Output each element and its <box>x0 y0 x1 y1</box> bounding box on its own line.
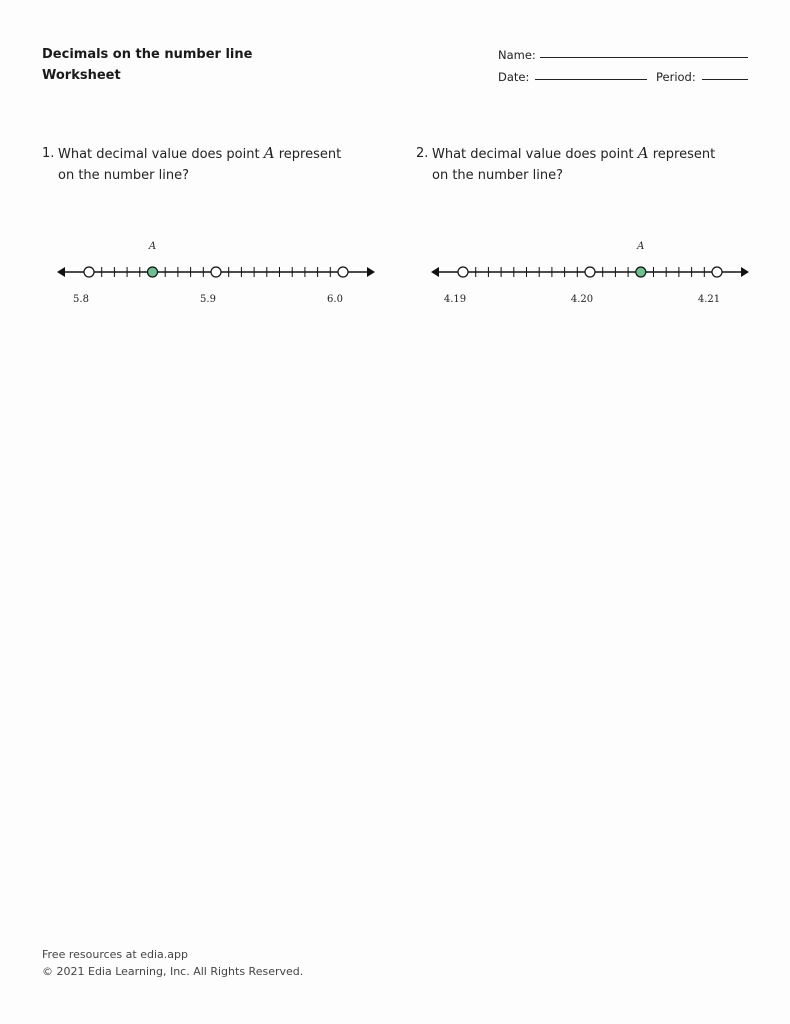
right-arrow-icon <box>741 267 749 277</box>
footer-resources: Free resources at edia.app <box>42 948 188 961</box>
point-variable: A <box>637 144 649 162</box>
question-number: 2. <box>416 146 429 161</box>
worksheet-title-line2: Worksheet <box>42 68 121 83</box>
point-a-label: A <box>637 241 645 252</box>
tick-label: 4.20 <box>570 294 594 305</box>
question-text-after: represent on the number line? <box>432 147 716 183</box>
tick-label: 5.8 <box>73 294 89 305</box>
point-a-marker <box>636 267 646 277</box>
tick-label: 5.9 <box>200 294 216 305</box>
question-text-before: What decimal value does point <box>432 147 634 162</box>
number-line-2 <box>0 0 790 320</box>
major-tick-circle <box>585 267 595 277</box>
tick-label: 4.19 <box>443 294 467 305</box>
tick-label: 6.0 <box>327 294 343 305</box>
major-tick-circle <box>458 267 468 277</box>
left-arrow-icon <box>431 267 439 277</box>
period-label: Period: <box>656 70 696 84</box>
date-label: Date: <box>498 70 530 84</box>
worksheet-title-line1: Decimals on the number line <box>42 47 253 62</box>
major-tick-circle <box>712 267 722 277</box>
question-text-after: represent on the number line? <box>58 147 342 183</box>
question-number: 1. <box>42 146 55 161</box>
question-text-before: What decimal value does point <box>58 147 260 162</box>
name-label: Name: <box>498 48 536 62</box>
footer-copyright: © 2021 Edia Learning, Inc. All Rights Reserved. <box>42 965 304 978</box>
point-a-label: A <box>148 241 157 252</box>
point-variable: A <box>263 144 275 162</box>
tick-label: 4.21 <box>697 294 721 305</box>
